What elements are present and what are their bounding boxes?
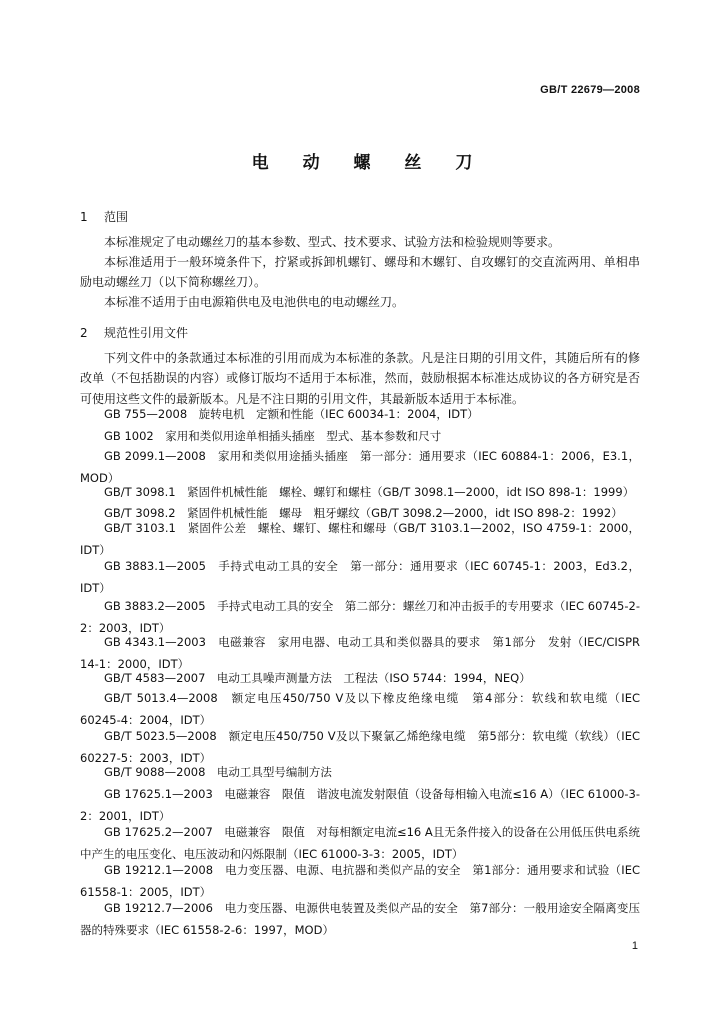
section-1-heading [80,208,128,225]
reference-item: GB 2099.1—2008 家用和类似用途插头插座 第一部分：通用要求（IEC 60884-1：2006，E3.1，MOD） [80,449,640,485]
reference-item: GB/T 4583—2007 电动工具噪声测量方法 工程法（ISO 5744：1994，NEQ） [104,671,531,685]
reference-item: GB 3883.1—2005 手持式电动工具的安全 第一部分：通用要求（IEC 60745-1：2003，Ed3.2，IDT） [80,559,640,595]
reference-item: GB/T 3103.1 紧固件公差 螺栓、螺钉、螺柱和螺母（GB/T 3103.1—2002，ISO 4759-1：2000，IDT） [80,521,640,557]
reference-item: GB/T 3098.1 紧固件机械性能 螺栓、螺钉和螺柱（GB/T 3098.1—2000，idt ISO 898-1：1999） [104,485,635,499]
reference-item: GB 17625.2—2007 电磁兼容 限值 对每相额定电流≤16 A且无条件接入的设备在公用低压供电系统中产生的电压变化、电压波动和闪烁限制（IEC 61000-3-3：2005，IDT） [80,825,640,861]
reference-item: GB 19212.1—2008 电力变压器、电源、电抗器和类似产品的安全 第1部分：通用要求和试验（IEC 61558-1：2005，IDT） [80,863,640,899]
reference-item: GB 755—2008 旋转电机 定额和性能（IEC 60034-1：2004，IDT） [104,407,479,421]
references-intro: 下列文件中的条款通过本标准的引用而成为本标准的条款。凡是注日期的引用文件，其随后所有的修改单（不包括勘误的内容）或修订版均不适用于本标准，然而，鼓励根据本标准达成协议的各方研究是否可使用这些文件的最新版本。凡是不注日期的引用文件，其最新版本适用于本标准。 [80,351,640,406]
section-title: 规范性引用文件 [104,326,189,340]
section-title: 范围 [104,210,129,224]
reference-item: GB 19212.7—2006 电力变压器、电源供电装置及类似产品的安全 第7部分：一般用途安全隔离变压器的特殊要求（IEC 61558-2-6：1997，MOD） [80,901,640,937]
document-title: 电 动 螺 丝 刀 [251,153,487,173]
scope-paragraph-3: 本标准不适用于由电源箱供电及电池供电的电动螺丝刀。 [104,295,405,309]
scope-paragraph-1: 本标准规定了电动螺丝刀的基本参数、型式、技术要求、试验方法和检验规则等要求。 [104,235,561,249]
section-2-heading [80,324,188,341]
reference-item: GB/T 5023.5—2008 额定电压450/750 V及以下聚氯乙烯绝缘电缆 第5部分：软电缆（软线）（IEC 60227-5：2003，IDT） [80,729,640,765]
reference-item: GB 3883.2—2005 手持式电动工具的安全 第二部分：螺丝刀和冲击扳手的专用要求（IEC 60745-2-2：2003，IDT） [80,599,640,635]
reference-item: GB/T 9088—2008 电动工具型号编制方法 [104,765,332,779]
standard-code: GB/T 22679—2008 [540,84,640,96]
section-number: 1 [80,210,88,224]
reference-item: GB 1002 家用和类似用途单相插头插座 型式、基本参数和尺寸 [104,429,442,443]
scope-paragraph-2: 本标准适用于一般环境条件下，拧紧或拆卸机螺钉、螺母和木螺钉、自攻螺钉的交直流两用、单相串励电动螺丝刀（以下简称螺丝刀）。 [80,255,640,290]
reference-item: GB 4343.1—2003 电磁兼容 家用电器、电动工具和类似器具的要求 第1部分 发射（IEC/CISPR 14-1：2000，IDT） [80,635,640,671]
section-number: 2 [80,326,88,340]
reference-item: GB/T 3098.2 紧固件机械性能 螺母 粗牙螺纹（GB/T 3098.2—2000，idt ISO 898-2：1992） [104,506,623,520]
page-number: 1 [631,940,638,952]
reference-item: GB 17625.1—2003 电磁兼容 限值 谐波电流发射限值（设备每相输入电流≤16 A）（IEC 61000-3-2：2001，IDT） [80,787,640,823]
reference-item: GB/T 5013.4—2008 额定电压450/750 V及以下橡皮绝缘电缆 第4部分：软线和软电缆（IEC 60245-4：2004，IDT） [80,691,640,727]
